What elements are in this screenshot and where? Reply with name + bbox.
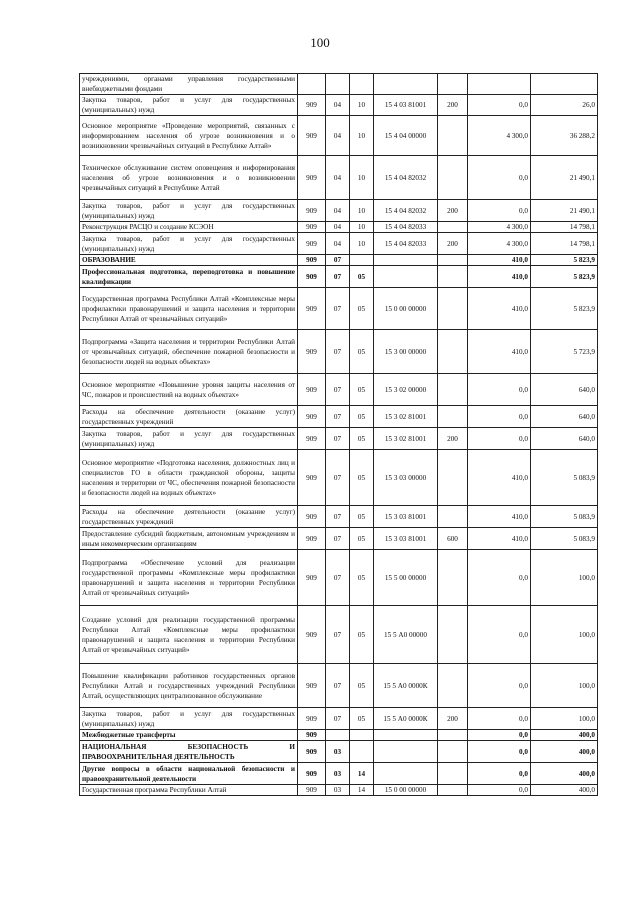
- admin-code: 909: [298, 763, 326, 785]
- amount-2: 640,0: [531, 406, 598, 428]
- expense-type-code: 600: [438, 528, 468, 550]
- target-item-code: 15 5 А0 0000К: [374, 664, 438, 708]
- target-item-code: 15 4 04 82032: [374, 156, 438, 200]
- subsection-code: 05: [350, 428, 374, 450]
- subsection-code: 05: [350, 708, 374, 730]
- section-code: 07: [326, 288, 350, 330]
- amount-2: 100,0: [531, 606, 598, 664]
- amount-2: [531, 74, 598, 95]
- amount-2: 26,0: [531, 95, 598, 116]
- amount-2: 640,0: [531, 374, 598, 406]
- section-code: 07: [326, 428, 350, 450]
- amount-1: 4 300,0: [468, 233, 531, 255]
- table-row: [80, 200, 598, 222]
- admin-code: 909: [298, 606, 326, 664]
- amount-2: 21 490,1: [531, 156, 598, 200]
- table-row: [80, 730, 598, 741]
- section-code: 03: [326, 763, 350, 785]
- table-row: [80, 288, 598, 330]
- target-item-code: [374, 266, 438, 288]
- amount-2: 5 083,9: [531, 528, 598, 550]
- expense-type-code: [438, 266, 468, 288]
- amount-2: 14 798,1: [531, 222, 598, 233]
- target-item-code: 15 3 03 00000: [374, 450, 438, 506]
- amount-2: 400,0: [531, 741, 598, 763]
- subsection-code: [350, 255, 374, 266]
- section-code: 04: [326, 156, 350, 200]
- table-row: [80, 664, 598, 708]
- amount-2: 100,0: [531, 664, 598, 708]
- amount-1: 0,0: [468, 730, 531, 741]
- admin-code: 909: [298, 200, 326, 222]
- section-code: 07: [326, 406, 350, 428]
- section-code: 07: [326, 255, 350, 266]
- row-name: Расходы на обеспечение деятельности (оказание услуг) государственных учреждений: [80, 506, 298, 528]
- amount-1: 0,0: [468, 741, 531, 763]
- row-name: Техническое обслуживание систем оповещения и информирования населения об угрозе возникновения и о возникновении чрезвычайных ситуаций в Республике Алтай: [80, 156, 298, 200]
- row-name: Межбюджетные трансферты: [80, 730, 298, 741]
- expense-type-code: [438, 156, 468, 200]
- subsection-code: 05: [350, 406, 374, 428]
- section-code: 03: [326, 785, 350, 796]
- subsection-code: 10: [350, 156, 374, 200]
- target-item-code: [374, 74, 438, 95]
- target-item-code: [374, 255, 438, 266]
- expense-type-code: [438, 330, 468, 374]
- admin-code: 909: [298, 506, 326, 528]
- amount-2: 5 723,9: [531, 330, 598, 374]
- expense-type-code: [438, 406, 468, 428]
- table-row: [80, 330, 598, 374]
- amount-1: 4 300,0: [468, 116, 531, 156]
- table-row: [80, 374, 598, 406]
- subsection-code: 10: [350, 200, 374, 222]
- amount-2: 36 288,2: [531, 116, 598, 156]
- target-item-code: [374, 763, 438, 785]
- amount-1: 0,0: [468, 550, 531, 606]
- row-name: Профессиональная подготовка, переподготовка и повышение квалификации: [80, 266, 298, 288]
- target-item-code: 15 3 02 81001: [374, 406, 438, 428]
- table-row: [80, 95, 598, 116]
- table-row: [80, 763, 598, 785]
- amount-1: 0,0: [468, 374, 531, 406]
- expense-type-code: [438, 374, 468, 406]
- amount-1: 410,0: [468, 255, 531, 266]
- row-name: Подпрограмма «Обеспечение условий для реализации государственной программы «Комплексные меры профилактики правонарушений и защита населения и территории Республики Алтай от чрезвычайных ситуаций»: [80, 550, 298, 606]
- section-code: 07: [326, 374, 350, 406]
- table-row: [80, 450, 598, 506]
- expense-type-code: [438, 741, 468, 763]
- target-item-code: [374, 730, 438, 741]
- admin-code: 909: [298, 785, 326, 796]
- subsection-code: 05: [350, 506, 374, 528]
- row-name: Расходы на обеспечение деятельности (оказание услуг) государственных учреждений: [80, 406, 298, 428]
- table-row: [80, 233, 598, 255]
- table-row: [80, 156, 598, 200]
- amount-1: [468, 74, 531, 95]
- admin-code: 909: [298, 233, 326, 255]
- amount-1: 410,0: [468, 506, 531, 528]
- page-number: 100: [310, 35, 330, 50]
- section-code: 07: [326, 606, 350, 664]
- section-code: 07: [326, 506, 350, 528]
- amount-2: 400,0: [531, 785, 598, 796]
- expense-type-code: [438, 288, 468, 330]
- row-name: учреждениями, органами управления государственными внебюджетными фондами: [80, 74, 298, 95]
- amount-1: 0,0: [468, 156, 531, 200]
- amount-1: 0,0: [468, 95, 531, 116]
- target-item-code: 15 4 04 00000: [374, 116, 438, 156]
- amount-2: 21 490,1: [531, 200, 598, 222]
- expense-type-code: 200: [438, 200, 468, 222]
- admin-code: 909: [298, 266, 326, 288]
- target-item-code: 15 0 00 00000: [374, 288, 438, 330]
- expense-type-code: [438, 550, 468, 606]
- section-code: [326, 74, 350, 95]
- section-code: 04: [326, 95, 350, 116]
- admin-code: 909: [298, 156, 326, 200]
- row-name: Закупка товаров, работ и услуг для государственных (муниципальных) нужд: [80, 200, 298, 222]
- target-item-code: 15 4 04 82033: [374, 222, 438, 233]
- row-name: Создание условий для реализации государственной программы Республики Алтай «Комплексные меры профилактики правонарушений и защита населения и территории Республики Алтай от чрезвычайных ситуаций»: [80, 606, 298, 664]
- subsection-code: 05: [350, 266, 374, 288]
- target-item-code: 15 5 00 00000: [374, 550, 438, 606]
- target-item-code: 15 5 А0 0000К: [374, 708, 438, 730]
- expense-type-code: [438, 664, 468, 708]
- admin-code: [298, 74, 326, 95]
- admin-code: 909: [298, 222, 326, 233]
- amount-1: 0,0: [468, 664, 531, 708]
- expense-type-code: [438, 730, 468, 741]
- amount-2: 5 823,9: [531, 266, 598, 288]
- expense-type-code: [438, 116, 468, 156]
- amount-1: 0,0: [468, 708, 531, 730]
- row-name: Закупка товаров, работ и услуг для государственных (муниципальных) нужд: [80, 95, 298, 116]
- admin-code: 909: [298, 95, 326, 116]
- target-item-code: 15 3 03 81001: [374, 528, 438, 550]
- row-name: Основное мероприятие «Проведение мероприятий, связанных с информированием населения об угрозе возникновения и о возникновении чрезвычайных ситуаций в Республике Алтай»: [80, 116, 298, 156]
- row-name: НАЦИОНАЛЬНАЯ БЕЗОПАСНОСТЬ И ПРАВООХРАНИТЕЛЬНАЯ ДЕЯТЕЛЬНОСТЬ: [80, 741, 298, 763]
- subsection-code: 05: [350, 664, 374, 708]
- admin-code: 909: [298, 330, 326, 374]
- amount-1: 410,0: [468, 528, 531, 550]
- subsection-code: 05: [350, 288, 374, 330]
- amount-2: 14 798,1: [531, 233, 598, 255]
- row-name: Другие вопросы в области национальной безопасности и правоохранительной деятельности: [80, 763, 298, 785]
- section-code: 07: [326, 664, 350, 708]
- amount-1: 0,0: [468, 606, 531, 664]
- subsection-code: 10: [350, 95, 374, 116]
- table-row: [80, 606, 598, 664]
- row-name: Предоставление субсидий бюджетным, автономным учреждениям и иным некоммерческим организациям: [80, 528, 298, 550]
- amount-2: 5 083,9: [531, 450, 598, 506]
- expense-type-code: 200: [438, 95, 468, 116]
- subsection-code: [350, 730, 374, 741]
- section-code: 07: [326, 550, 350, 606]
- table-row: [80, 74, 598, 95]
- expense-type-code: [438, 222, 468, 233]
- amount-1: 4 300,0: [468, 222, 531, 233]
- row-name: Государственная программа Республики Алтай «Комплексные меры профилактики правонарушений и защита населения и территории Республики Алтай от чрезвычайных ситуаций»: [80, 288, 298, 330]
- target-item-code: 15 4 04 82033: [374, 233, 438, 255]
- amount-2: 5 083,9: [531, 506, 598, 528]
- amount-1: 0,0: [468, 200, 531, 222]
- amount-2: 400,0: [531, 763, 598, 785]
- target-item-code: 15 5 А0 00000: [374, 606, 438, 664]
- admin-code: 909: [298, 428, 326, 450]
- row-name: Закупка товаров, работ и услуг для государственных (муниципальных) нужд: [80, 233, 298, 255]
- row-name: Повышение квалификации работников государственных органов Республики Алтай и государственных учреждений Республики Алтай, осуществляющих централизованное обслуживание: [80, 664, 298, 708]
- section-code: 07: [326, 708, 350, 730]
- table-row: [80, 428, 598, 450]
- target-item-code: 15 4 03 81001: [374, 95, 438, 116]
- section-code: 04: [326, 233, 350, 255]
- section-code: 07: [326, 330, 350, 374]
- subsection-code: 05: [350, 550, 374, 606]
- subsection-code: 14: [350, 763, 374, 785]
- row-name: Государственная программа Республики Алтай: [80, 785, 298, 796]
- amount-2: 5 823,9: [531, 288, 598, 330]
- admin-code: 909: [298, 708, 326, 730]
- expense-type-code: [438, 450, 468, 506]
- section-code: 07: [326, 528, 350, 550]
- target-item-code: 15 4 04 82032: [374, 200, 438, 222]
- subsection-code: 10: [350, 222, 374, 233]
- table-row: [80, 406, 598, 428]
- admin-code: 909: [298, 374, 326, 406]
- section-code: 04: [326, 116, 350, 156]
- row-name: Закупка товаров, работ и услуг для государственных (муниципальных) нужд: [80, 428, 298, 450]
- expense-type-code: 200: [438, 708, 468, 730]
- amount-1: 410,0: [468, 266, 531, 288]
- section-code: 07: [326, 450, 350, 506]
- subsection-code: 10: [350, 233, 374, 255]
- table-row: [80, 741, 598, 763]
- amount-2: 5 823,9: [531, 255, 598, 266]
- amount-1: 410,0: [468, 450, 531, 506]
- section-code: 04: [326, 200, 350, 222]
- expense-type-code: [438, 255, 468, 266]
- target-item-code: 15 3 03 81001: [374, 506, 438, 528]
- expense-type-code: [438, 763, 468, 785]
- subsection-code: 10: [350, 116, 374, 156]
- amount-2: 640,0: [531, 428, 598, 450]
- amount-1: 410,0: [468, 288, 531, 330]
- expense-type-code: 200: [438, 428, 468, 450]
- row-name: Подпрограмма «Защита населения и территории Республики Алтай от чрезвычайных ситуаций, обеспечение пожарной безопасности и безопасности людей на водных объектах»: [80, 330, 298, 374]
- admin-code: 909: [298, 741, 326, 763]
- row-name: Основное мероприятие «Подготовка населения, должностных лиц и специалистов ГО в области гражданской обороны, защиты населения и территории от ЧС, обеспечения пожарной безопасности и безопасности людей на водных объектах»: [80, 450, 298, 506]
- table-row: [80, 785, 598, 796]
- admin-code: 909: [298, 528, 326, 550]
- admin-code: 909: [298, 664, 326, 708]
- subsection-code: 05: [350, 450, 374, 506]
- subsection-code: [350, 74, 374, 95]
- expense-type-code: 200: [438, 233, 468, 255]
- row-name: Закупка товаров, работ и услуг для государственных (муниципальных) нужд: [80, 708, 298, 730]
- admin-code: 909: [298, 116, 326, 156]
- row-name: Основное мероприятие «Повышение уровня защиты населения от ЧС, пожаров и происшествий на водных объектах»: [80, 374, 298, 406]
- expense-type-code: [438, 606, 468, 664]
- target-item-code: [374, 741, 438, 763]
- amount-2: 100,0: [531, 708, 598, 730]
- amount-2: 100,0: [531, 550, 598, 606]
- admin-code: 909: [298, 255, 326, 266]
- table-row: [80, 708, 598, 730]
- target-item-code: 15 3 02 00000: [374, 374, 438, 406]
- table-row: [80, 550, 598, 606]
- admin-code: 909: [298, 406, 326, 428]
- row-name: ОБРАЗОВАНИЕ: [80, 255, 298, 266]
- table-row: [80, 506, 598, 528]
- section-code: [326, 730, 350, 741]
- subsection-code: 05: [350, 374, 374, 406]
- admin-code: 909: [298, 550, 326, 606]
- table-row: [80, 528, 598, 550]
- section-code: 07: [326, 266, 350, 288]
- expense-type-code: [438, 74, 468, 95]
- expense-type-code: [438, 785, 468, 796]
- target-item-code: 15 3 00 00000: [374, 330, 438, 374]
- subsection-code: 05: [350, 606, 374, 664]
- target-item-code: 15 3 02 81001: [374, 428, 438, 450]
- table-row: [80, 266, 598, 288]
- amount-1: 0,0: [468, 763, 531, 785]
- table-row: [80, 222, 598, 233]
- table-row: [80, 116, 598, 156]
- amount-1: 410,0: [468, 330, 531, 374]
- admin-code: 909: [298, 450, 326, 506]
- amount-1: 0,0: [468, 406, 531, 428]
- subsection-code: [350, 741, 374, 763]
- expense-type-code: [438, 506, 468, 528]
- subsection-code: 05: [350, 330, 374, 374]
- admin-code: 909: [298, 730, 326, 741]
- amount-1: 0,0: [468, 785, 531, 796]
- section-code: 03: [326, 741, 350, 763]
- amount-2: 400,0: [531, 730, 598, 741]
- section-code: 04: [326, 222, 350, 233]
- subsection-code: 05: [350, 528, 374, 550]
- target-item-code: 15 0 00 00000: [374, 785, 438, 796]
- budget-table: [79, 73, 598, 796]
- row-name: Реконструкция РАСЦО и создание КСЭОН: [80, 222, 298, 233]
- admin-code: 909: [298, 288, 326, 330]
- amount-1: 0,0: [468, 428, 531, 450]
- subsection-code: 14: [350, 785, 374, 796]
- table-row: [80, 255, 598, 266]
